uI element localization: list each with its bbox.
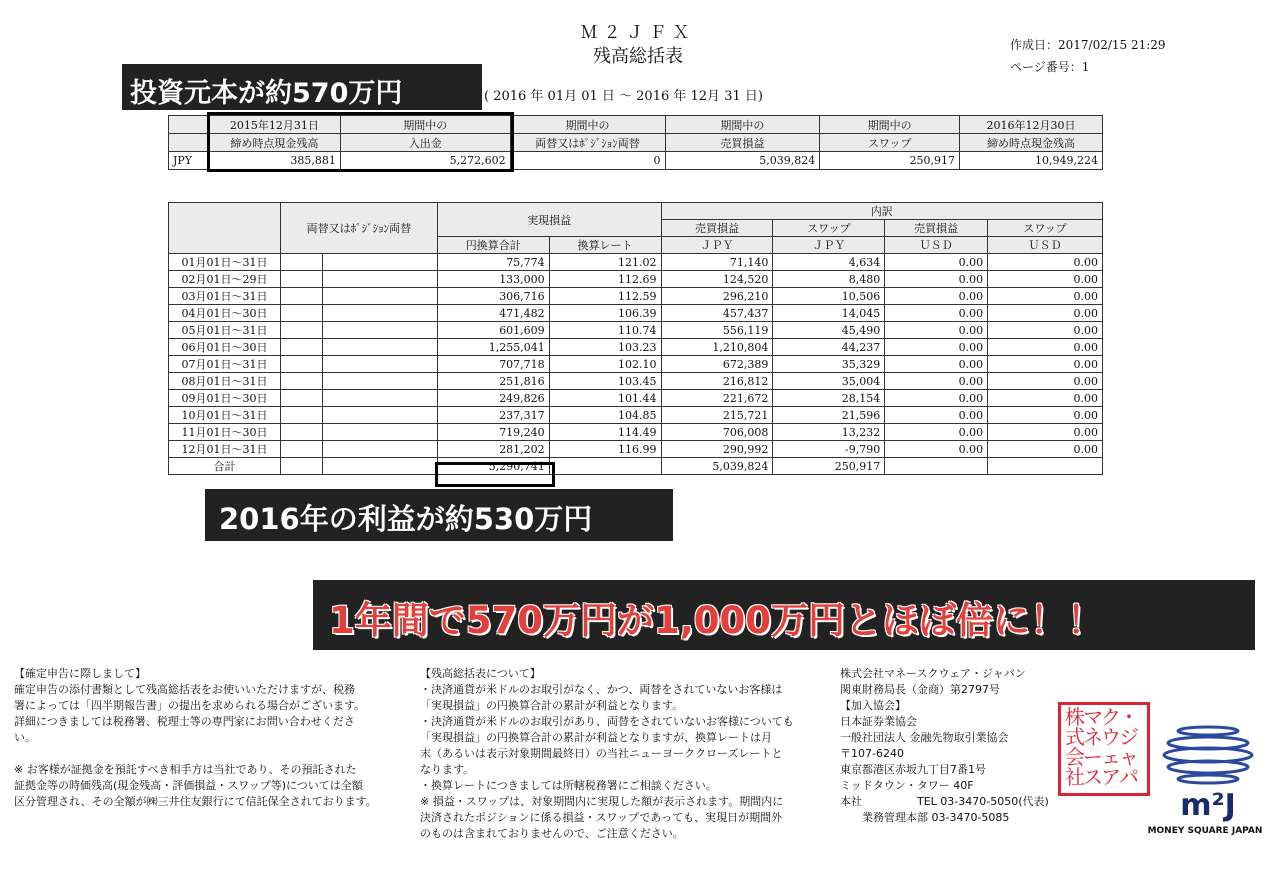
detail-row <box>169 356 1103 373</box>
trade-pl-cell: 672,389 <box>661 356 773 373</box>
exchange-cell-a <box>280 441 322 458</box>
exchange-cell-b <box>322 390 437 407</box>
footer-line: 区分管理され、その全額が㈱三井住友銀行にて信託保全されております。 <box>14 795 377 808</box>
yen-total-cell: 1,255,041 <box>437 339 549 356</box>
trade-pl-cell: 215,721 <box>661 407 773 424</box>
trade-pl-cell: 296,210 <box>661 288 773 305</box>
rate-cell: 112.69 <box>549 271 661 288</box>
exchange-cell-b <box>322 254 437 271</box>
trade-pl-cell: 221,672 <box>661 390 773 407</box>
footer-line: 末（あるいは表示対象期間最終日）の当社ニューヨーククローズレートと <box>420 747 783 760</box>
trade-pl-cell: 1,210,804 <box>661 339 773 356</box>
summary-header: スワップ <box>820 134 960 152</box>
unit-usd: ＵＳＤ <box>988 237 1103 254</box>
footer-line: 〒107-6240 <box>840 747 904 760</box>
exchange-cell-a <box>280 322 322 339</box>
unit-usd: ＵＳＤ <box>885 237 988 254</box>
swap-cell: 35,329 <box>773 356 885 373</box>
usd-swap-cell: 0.00 <box>988 271 1103 288</box>
swap-cell: -9,790 <box>773 441 885 458</box>
summary-header: 売買損益 <box>665 134 820 152</box>
footer-line: 本社 TEL 03-3470-5050(代表) <box>840 795 1049 808</box>
document-title: Ｍ２ＪＦＸ <box>580 23 696 43</box>
trade-pl-cell: 290,992 <box>661 441 773 458</box>
exchange-cell: 0 <box>510 152 665 170</box>
yen-total-cell: 719,240 <box>437 424 549 441</box>
usd-trade-cell: 0.00 <box>885 271 988 288</box>
usd-trade-cell: 0.00 <box>885 407 988 424</box>
footer-line <box>14 746 414 762</box>
summary-header: 2016年12月30日 <box>960 116 1103 134</box>
swap-cell: 14,045 <box>773 305 885 322</box>
footer-line: 一般社団法人 金融先物取引業協会 <box>840 731 1009 744</box>
usd-swap-cell: 0.00 <box>988 339 1103 356</box>
rate-cell: 104.85 <box>549 407 661 424</box>
summary-header: 期間中の <box>340 116 510 134</box>
footer-line: ミッドタウン・タワー 40F <box>840 779 974 792</box>
exchange-cell-b <box>322 305 437 322</box>
yen-total-cell: 249,826 <box>437 390 549 407</box>
exchange-cell-b <box>322 271 437 288</box>
period-cell: 06月01日～30日 <box>169 339 281 356</box>
trade-pl-cell: 457,437 <box>661 305 773 322</box>
total-yen-cell: 5,290,741 <box>437 458 549 475</box>
detail-row <box>169 373 1103 390</box>
rate-cell: 103.23 <box>549 339 661 356</box>
trade-pl-header: 売買損益 <box>661 220 773 237</box>
usd-trade-cell: 0.00 <box>885 322 988 339</box>
swap-cell: 8,480 <box>773 271 885 288</box>
profit-highlight-box <box>435 462 555 487</box>
yen-total-cell: 75,774 <box>437 254 549 271</box>
footer-line: 決済されたポジションに係る損益・スワップであっても、実現日が期間外 <box>420 811 783 824</box>
exchange-cell-a <box>280 390 322 407</box>
period-cell: 11月01日～30日 <box>169 424 281 441</box>
rate-cell: 114.49 <box>549 424 661 441</box>
exchange-cell-b <box>322 407 437 424</box>
usd-trade-cell: 0.00 <box>885 339 988 356</box>
principal-banner: 投資元本が約570万円 <box>122 64 482 110</box>
yen-total-cell: 306,716 <box>437 288 549 305</box>
exchange-cell-a <box>280 305 322 322</box>
closing-balance-cell: 10,949,224 <box>960 152 1103 170</box>
detail-row <box>169 424 1103 441</box>
detail-row <box>169 441 1103 458</box>
swap-cell: 35,004 <box>773 373 885 390</box>
exchange-cell-b <box>322 356 437 373</box>
usd-trade-cell: 0.00 <box>885 424 988 441</box>
period-cell: 07月01日～31日 <box>169 356 281 373</box>
usd-trade-cell: 0.00 <box>885 441 988 458</box>
svg-text:m²J: m²J <box>1180 788 1236 823</box>
exchange-cell-b <box>322 373 437 390</box>
m2j-logo <box>1158 705 1258 825</box>
usd-swap-cell: 0.00 <box>988 254 1103 271</box>
footer-line: 業務管理本部 03-3470-5085 <box>840 811 1010 824</box>
period-cell: 03月01日～31日 <box>169 288 281 305</box>
footer-line: ・決済通貨が米ドルのお取引があり、両替をされていないお客様についても <box>420 715 794 728</box>
usd-trade-cell: 0.00 <box>885 288 988 305</box>
usd-trade-cell: 0.00 <box>885 305 988 322</box>
footer-line: ※ お客様が証拠金を預託すべき相手方は当社であり、その預託された <box>14 763 357 776</box>
total-swap-cell: 250,917 <box>773 458 885 475</box>
footer-line: 関東財務局長（金商）第2797号 <box>840 683 1000 696</box>
rate-cell: 101.44 <box>549 390 661 407</box>
principal-highlight-box <box>207 112 514 172</box>
trade-pl-cell: 706,008 <box>661 424 773 441</box>
logo-caption: MONEY SQUARE JAPAN <box>1147 826 1263 836</box>
summary-header: 両替又はﾎﾟｼﾞｼｮﾝ両替 <box>510 134 665 152</box>
doubled-banner: 1年間で570万円が1,000万円とほぼ倍に！！ <box>313 580 1255 650</box>
footer-line: 【残高総括表について】 <box>420 667 541 680</box>
detail-row <box>169 271 1103 288</box>
trade-pl-cell: 216,812 <box>661 373 773 390</box>
swap-cell: 44,237 <box>773 339 885 356</box>
footer-line: い。 <box>14 731 36 744</box>
period-cell: 04月01日～30日 <box>169 305 281 322</box>
company-seal: 株 式 会 社マ ネ ー スク ウ ェ ア・ ジ ャ パ <box>1058 702 1150 796</box>
rate-cell: 103.45 <box>549 373 661 390</box>
opening-balance-cell: 385,881 <box>208 152 340 170</box>
usd-swap-header: スワップ <box>988 220 1103 237</box>
period-cell: 05月01日～31日 <box>169 322 281 339</box>
footer-line: 日本証券業協会 <box>840 715 917 728</box>
summary-header: 2015年12月31日 <box>208 116 340 134</box>
usd-swap-cell: 0.00 <box>988 305 1103 322</box>
exchange-cell-b <box>322 441 437 458</box>
total-row <box>169 458 1103 475</box>
footer-line: のものは含まれておりませんので、ご注意ください。 <box>420 827 684 840</box>
footer-line: ※ 損益・スワップは、対象期間内に実現した額が表示されます。期間内に <box>420 795 784 808</box>
exchange-cell-b <box>322 424 437 441</box>
yen-total-cell: 251,816 <box>437 373 549 390</box>
swap-cell: 4,634 <box>773 254 885 271</box>
rate-cell: 121.02 <box>549 254 661 271</box>
detail-row <box>169 288 1103 305</box>
currency-cell: JPY <box>169 152 209 170</box>
detail-row <box>169 322 1103 339</box>
exchange-cell-b <box>322 322 437 339</box>
statement-notes <box>420 666 835 842</box>
rate-cell: 112.59 <box>549 288 661 305</box>
usd-swap-cell: 0.00 <box>988 322 1103 339</box>
detail-row <box>169 390 1103 407</box>
exchange-cell-a <box>280 254 322 271</box>
usd-trade-cell: 0.00 <box>885 254 988 271</box>
usd-swap-cell: 0.00 <box>988 356 1103 373</box>
swap-cell: 21,596 <box>773 407 885 424</box>
summary-corner <box>169 116 209 134</box>
summary-header: 期間中の <box>510 116 665 134</box>
footer-line: 確定申告の添付書類として残高総括表をお使いいただけますが、税務 <box>14 683 355 696</box>
tax-notice <box>14 666 414 810</box>
footer-line: 【確定申告に際しまして】 <box>14 667 146 680</box>
exchange-cell-a <box>280 339 322 356</box>
period-cell: 10月01日～31日 <box>169 407 281 424</box>
exchange-cell-a <box>280 271 322 288</box>
usd-swap-cell: 0.00 <box>988 424 1103 441</box>
exchange-cell-a <box>280 288 322 305</box>
trade-pl-cell: 556,119 <box>661 322 773 339</box>
rate-header: 換算レート <box>549 237 661 254</box>
summary-header: 期間中の <box>665 116 820 134</box>
deposits-cell: 5,272,602 <box>340 152 510 170</box>
footer-line: ・換算レートにつきましては所轄税務署にご相談ください。 <box>420 779 717 792</box>
period-cell: 12月01日～31日 <box>169 441 281 458</box>
yen-total-cell: 237,317 <box>437 407 549 424</box>
footer-line: 署によっては「四半期報告書」の提出を求められる場合がございます。 <box>14 699 366 712</box>
period-cell: 09月01日～30日 <box>169 390 281 407</box>
trade-pl-cell: 71,140 <box>661 254 773 271</box>
unit-jpy: ＪＰＹ <box>773 237 885 254</box>
unit-jpy: ＪＰＹ <box>661 237 773 254</box>
exchange-cell-a <box>280 407 322 424</box>
usd-swap-cell: 0.00 <box>988 288 1103 305</box>
footer-line: なります。 <box>420 763 475 776</box>
yen-total-cell: 133,000 <box>437 271 549 288</box>
usd-swap-cell: 0.00 <box>988 407 1103 424</box>
detail-row <box>169 305 1103 322</box>
trade-pl-cell: 124,520 <box>661 271 773 288</box>
summary-header: 締め時点現金残高 <box>208 134 340 152</box>
usd-swap-cell: 0.00 <box>988 441 1103 458</box>
realized-header: 実現損益 <box>437 203 661 237</box>
exchange-cell-a <box>280 373 322 390</box>
statement-period: ( 2016 年 01月 01 日 ～ 2016 年 12月 31 日) <box>484 89 763 104</box>
summary-header: 締め時点現金残高 <box>960 134 1103 152</box>
period-cell: 08月01日～31日 <box>169 373 281 390</box>
footer-line: 証拠金等の時価残高(現金残高・評価損益・スワップ等)については全額 <box>14 779 363 792</box>
rate-cell: 102.10 <box>549 356 661 373</box>
exchange-cell-b <box>322 288 437 305</box>
usd-trade-pl-header: 売買損益 <box>885 220 988 237</box>
swap-cell: 10,506 <box>773 288 885 305</box>
exchange-cell-a <box>280 356 322 373</box>
detail-row <box>169 407 1103 424</box>
swap-cell: 28,154 <box>773 390 885 407</box>
footer-line: ・決済通貨が米ドルのお取引がなく、かつ、両替をされていないお客様は <box>420 683 783 696</box>
swap-cell: 13,232 <box>773 424 885 441</box>
summary-header: 期間中の <box>820 116 960 134</box>
total-label: 合計 <box>169 458 281 475</box>
exchange-cell-b <box>322 339 437 356</box>
rate-cell: 116.99 <box>549 441 661 458</box>
yen-total-cell: 281,202 <box>437 441 549 458</box>
usd-swap-cell: 0.00 <box>988 390 1103 407</box>
detail-table <box>168 202 1103 475</box>
footer-line: 東京都港区赤坂九丁目7番1号 <box>840 763 986 776</box>
total-trade-cell: 5,039,824 <box>661 458 773 475</box>
detail-row <box>169 254 1103 271</box>
exchange-header: 両替又はﾎﾟｼﾞｼｮﾝ両替 <box>280 203 437 254</box>
usd-swap-cell: 0.00 <box>988 373 1103 390</box>
profit-banner: 2016年の利益が約530万円 <box>205 489 673 541</box>
usd-trade-cell: 0.00 <box>885 373 988 390</box>
yen-total-cell: 471,482 <box>437 305 549 322</box>
swap-cell: 45,490 <box>773 322 885 339</box>
period-cell: 01月01日～31日 <box>169 254 281 271</box>
rate-cell: 106.39 <box>549 305 661 322</box>
page-number: ページ番号：1 <box>1010 60 1090 74</box>
footer-line: 「実現損益」の円換算合計の累計が利益となりますが、換算レートは月 <box>420 731 772 744</box>
summary-corner <box>169 134 209 152</box>
summary-header: 入出金 <box>340 134 510 152</box>
usd-trade-cell: 0.00 <box>885 390 988 407</box>
period-cell: 02月01日～29日 <box>169 271 281 288</box>
yen-total-cell: 601,609 <box>437 322 549 339</box>
swap-header: スワップ <box>773 220 885 237</box>
detail-corner <box>169 203 281 254</box>
footer-line: 【加入協会】 <box>840 699 906 712</box>
footer-line: 株式会社マネースクウェア・ジャパン <box>840 667 1026 680</box>
rate-cell: 110.74 <box>549 322 661 339</box>
yen-total-header: 円換算合計 <box>437 237 549 254</box>
detail-row <box>169 339 1103 356</box>
yen-total-cell: 707,718 <box>437 356 549 373</box>
footer-line: 「実現損益」の円換算合計の累計が利益となります。 <box>420 699 684 712</box>
created-date: 作成日：2017/02/15 21:29 <box>1010 38 1166 52</box>
trade-pl-cell: 5,039,824 <box>665 152 820 170</box>
swap-cell: 250,917 <box>820 152 960 170</box>
company-info <box>840 666 1055 826</box>
exchange-cell-a <box>280 424 322 441</box>
usd-trade-cell: 0.00 <box>885 356 988 373</box>
footer-line: 詳細につきましては税務署、税理士等の専門家にお問い合わせくださ <box>14 715 355 728</box>
document-subtitle: 残高総括表 <box>593 46 683 67</box>
breakdown-header: 内訳 <box>661 203 1102 220</box>
